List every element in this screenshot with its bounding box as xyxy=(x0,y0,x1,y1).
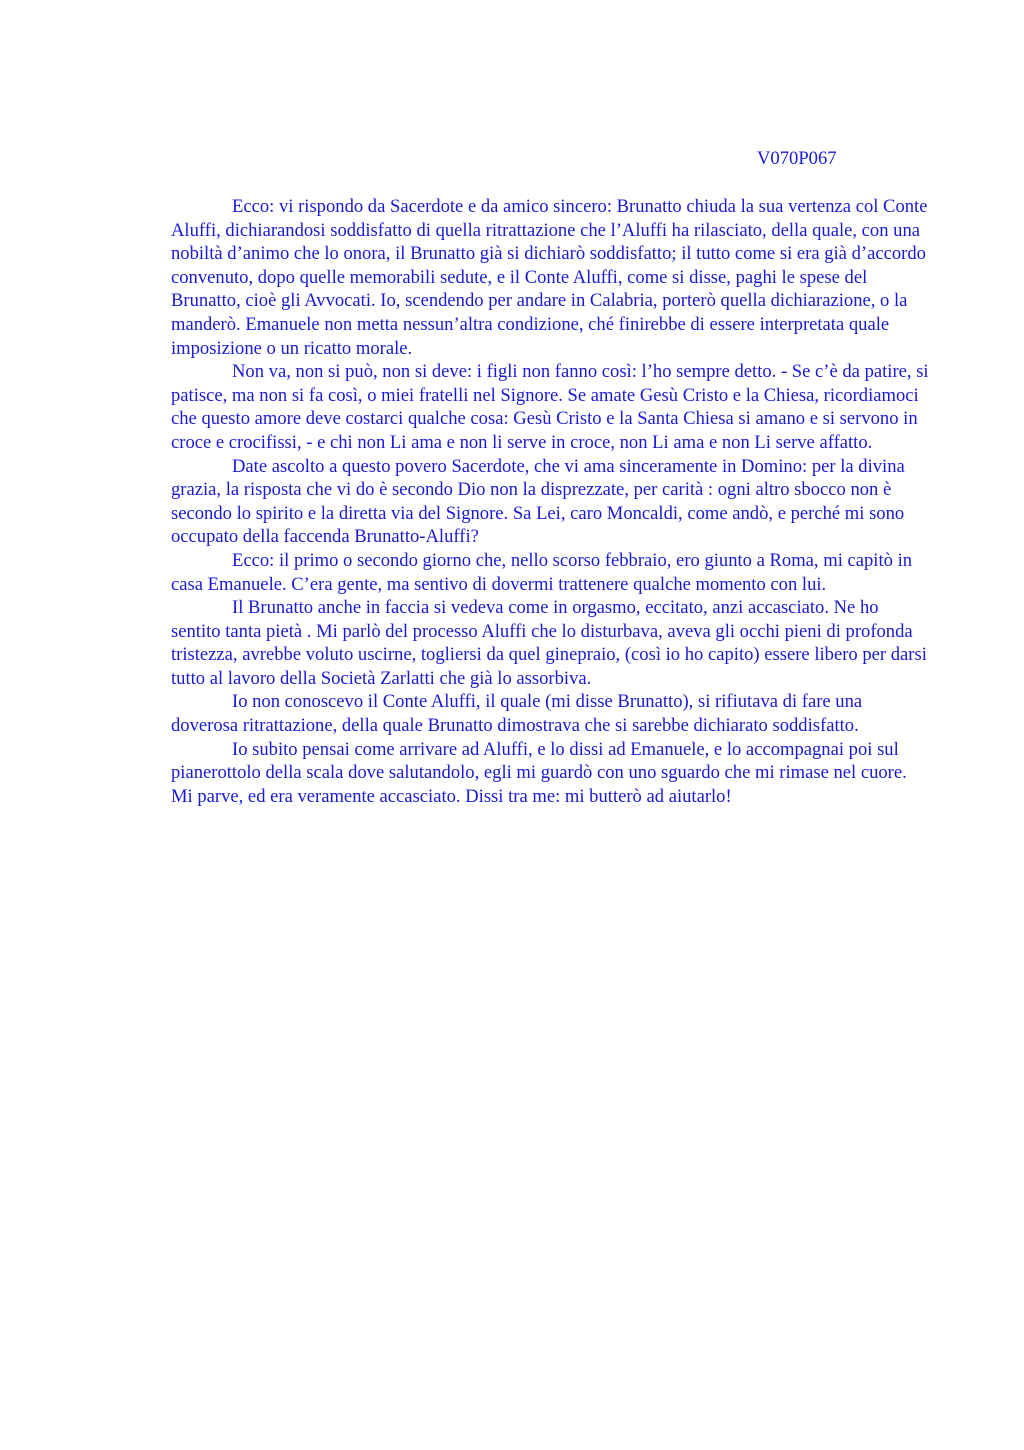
document-body xyxy=(171,195,931,808)
paragraph-5: Il Brunatto anche in faccia si vedeva come in orgasmo, eccitato, anzi accasciato. Ne ho sentito tanta pietà . Mi parlò del processo Aluffi che lo disturbava, aveva gli occhi pieni di profonda tristezza, avrebbe voluto uscirne, togliersi da quel ginepraio, (così io ho capito) essere libero per darsi tutto al lavoro della Società Zarlatti che già lo assorbiva. xyxy=(171,597,927,689)
paragraph-4: Ecco: il primo o secondo giorno che, nello scorso febbraio, ero giunto a Roma, mi capitò in casa Emanuele. C’era gente, ma sentivo di dovermi trattenere qualche momento con lui. xyxy=(171,549,913,595)
paragraph-2: Non va, non si può, non si deve: i figli non fanno così: l’ho sempre detto. - Se c’è da patire, si patisce, ma non si fa così, o miei fratelli nel Signore. Se amate Gesù Cristo e la Chiesa, ricordiamoci che questo amore deve costarci qualche cosa: Gesù Cristo e la Santa Chiesa si amano e si servono in croce e crocifissi, - e chi non Li ama e non li serve in croce, non Li ama e non Li serve affatto. xyxy=(171,361,929,453)
paragraph-1: Ecco: vi rispondo da Sacerdote e da amico sincero: Brunatto chiuda la sua vertenza col Conte Aluffi, dichiarandosi soddisfatto di quella ritrattazione che l’Aluffi ha rilasciato, della quale, con una nobiltà d’animo che lo onora, il Brunatto già si dichiarò soddisfatto; il tutto come si era già d’accordo convenuto, dopo quelle memorabili sedute, e il Conte Aluffi, come si disse, paghi le spese del Brunatto, cioè gli Avvocati. Io, scendendo per andare in Calabria, porterò quella dichiarazione, o la manderò. Emanuele non metta nessun’altra condizione, ché finirebbe di essere interpretata quale imposizione o un ricatto morale. xyxy=(171,196,928,359)
document-code: V070P067 xyxy=(757,148,837,169)
paragraph-6: Io non conoscevo il Conte Aluffi, il quale (mi disse Brunatto), si rifiutava di fare una doverosa ritrattazione, della quale Brunatto dimostrava che si sarebbe dichiarato soddisfatto. xyxy=(171,691,863,737)
paragraph-3: Date ascolto a questo povero Sacerdote, che vi ama sinceramente in Domino: per la divina grazia, la risposta che vi do è secondo Dio non la disprezzate, per carità : ogni altro sbocco non è secondo lo spirito e la diretta via del Signore. Sa Lei, caro Moncaldi, come andò, e perché mi sono occupato della faccenda Brunatto-Aluffi? xyxy=(171,455,905,548)
paragraph-7: Io subito pensai come arrivare ad Aluffi, e lo dissi ad Emanuele, e lo accompagnai poi sul pianerottolo della scala dove salutandolo, egli mi guardò con uno sguardo che mi rimase nel cuore. Mi parve, ed era veramente accasciato. Dissi tra me: mi butterò ad aiutarlo! xyxy=(171,738,907,807)
